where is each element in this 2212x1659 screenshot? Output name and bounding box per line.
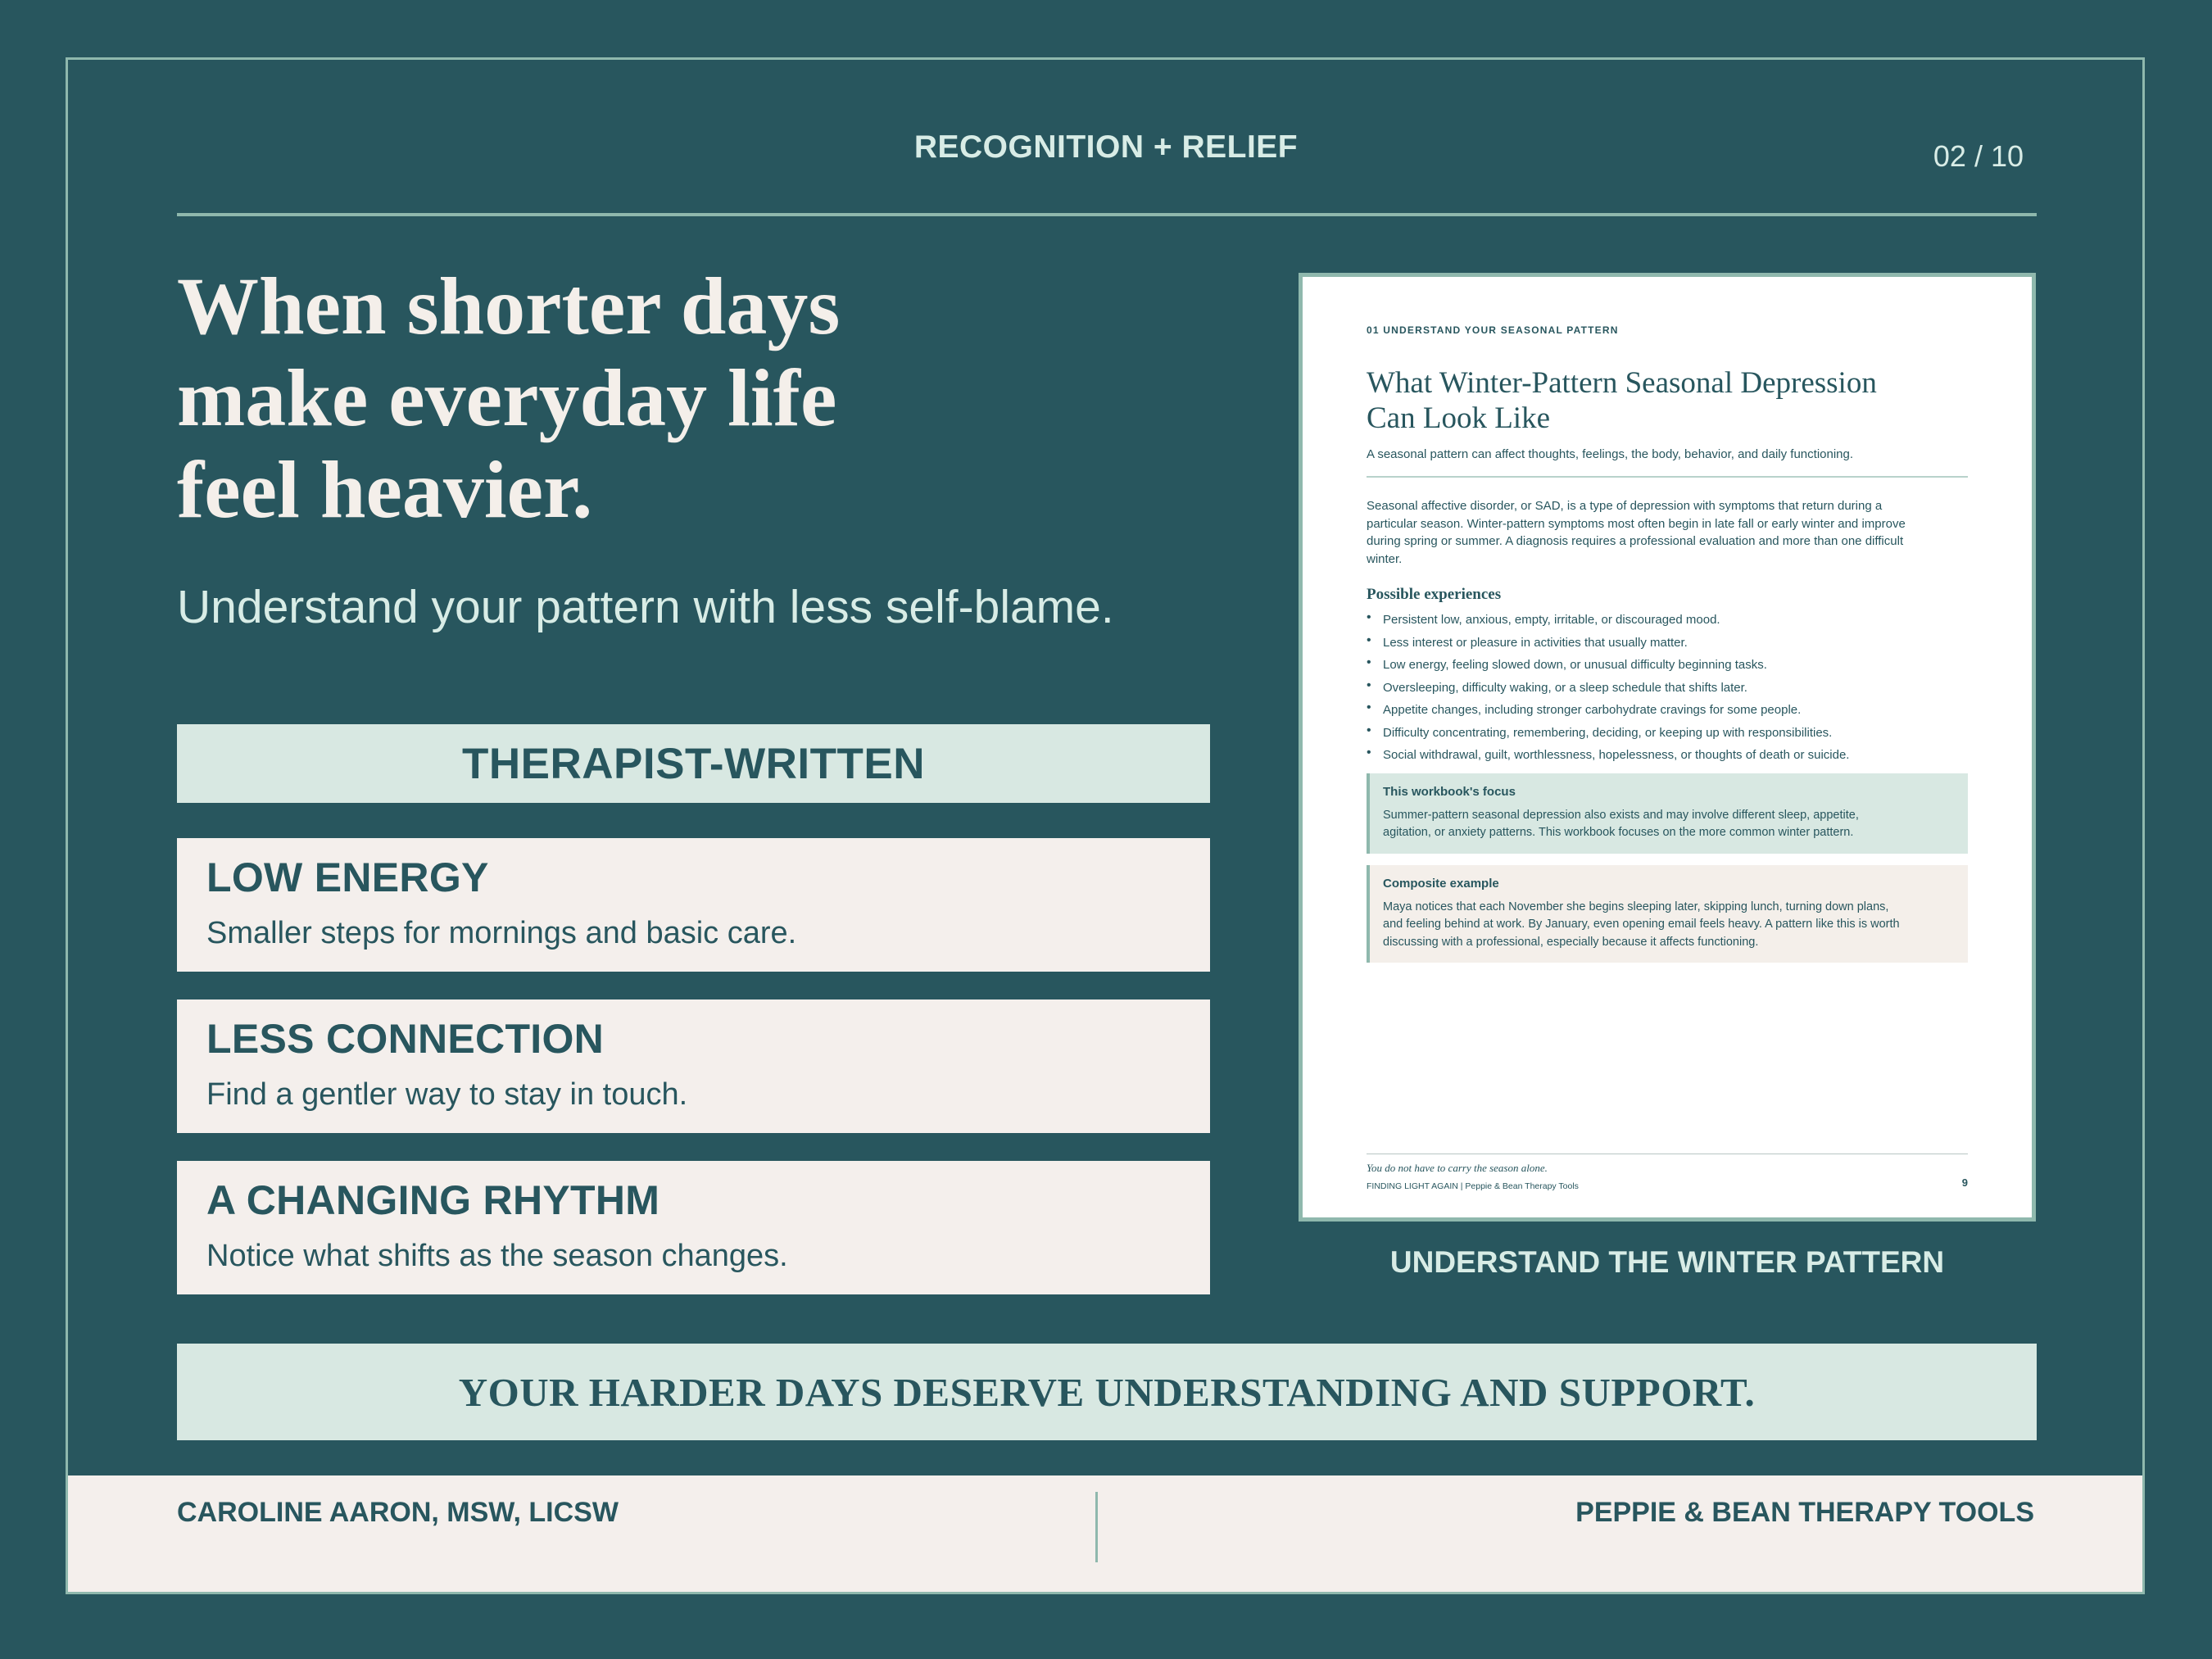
doc-title-line-1: What Winter-Pattern Seasonal Depression (1367, 366, 1877, 400)
feature-card-changing-rhythm (177, 1161, 1210, 1294)
feature-card-less-connection (177, 999, 1210, 1133)
doc-paragraph-line: Seasonal affective disorder, or SAD, is a type of depression with symptoms that return during a (1367, 499, 1883, 513)
card-text: Smaller steps for mornings and basic care. (206, 916, 797, 950)
footer-bar (68, 1475, 2142, 1592)
therapist-written-badge: THERAPIST-WRITTEN (177, 724, 1210, 803)
author-credit: CAROLINE AARON, MSW, LICSW (177, 1497, 619, 1528)
preview-caption: UNDERSTAND THE WINTER PATTERN (1389, 1245, 1945, 1279)
doc-lead: A seasonal pattern can affect thoughts, feelings, the body, behavior, and daily functioning. (1367, 447, 1854, 461)
list-item: • Low energy, feeling slowed down, or unusual difficulty beginning tasks. (1367, 654, 1968, 677)
callout-line: Summer-pattern seasonal depression also exists and may involve different sleep, appetite, (1383, 808, 1859, 822)
card-text: Notice what shifts as the season changes. (206, 1239, 788, 1273)
composite-example-callout (1367, 865, 1968, 963)
callout-line: and feeling behind at work. By January, even opening email feels heavy. A pattern like this is worth (1383, 918, 1900, 931)
doc-title (1367, 365, 1968, 436)
header-divider (177, 213, 2037, 216)
list-item: • Difficulty concentrating, remembering, deciding, or keeping up with responsibilities. (1367, 722, 1968, 745)
doc-footer-brand: FINDING LIGHT AGAIN | Peppie & Bean Therapy Tools (1367, 1181, 1579, 1191)
list-item: • Social withdrawal, guilt, worthlessness, hopelessness, or thoughts of death or suicide. (1367, 744, 1968, 767)
brand-name: PEPPIE & BEAN THERAPY TOOLS (1575, 1497, 2034, 1528)
workbook-focus-callout (1367, 773, 1968, 854)
callout-line: agitation, or anxiety patterns. This workbook focuses on the more common winter pattern. (1383, 826, 1854, 839)
feature-card-low-energy (177, 838, 1210, 972)
card-text: Find a gentler way to stay in touch. (206, 1077, 688, 1112)
list-item: • Persistent low, anxious, empty, irritable, or discouraged mood. (1367, 609, 1968, 632)
doc-footer-note: You do not have to carry the season alone. (1367, 1162, 1548, 1174)
doc-paragraph-line: during spring or summer. A diagnosis requires a professional evaluation and more than one difficult (1367, 534, 1904, 548)
callout-text (1383, 899, 1955, 952)
callout-title: This workbook's focus (1383, 784, 1516, 799)
callout-title: Composite example (1383, 876, 1499, 891)
card-title: A CHANGING RHYTHM (206, 1177, 660, 1223)
list-item: • Less interest or pleasure in activities that usually matter. (1367, 632, 1968, 655)
page-counter: 02 / 10 (1933, 139, 2024, 173)
footer-divider (1095, 1492, 1098, 1562)
doc-paragraph (1367, 497, 1968, 568)
callout-line: Maya notices that each November she begins sleeping later, skipping lunch, turning down plans, (1383, 900, 1889, 913)
headline-line-1: When shorter days (177, 261, 841, 351)
experiences-heading: Possible experiences (1367, 586, 1502, 603)
callout-text (1383, 807, 1955, 842)
list-item: • Appetite changes, including stronger carbohydrate cravings for some people. (1367, 699, 1968, 722)
workbook-page (1303, 277, 2032, 1217)
list-item: • Oversleeping, difficulty waking, or a sleep schedule that shifts later. (1367, 677, 1968, 700)
experiences-list (1367, 609, 1968, 767)
doc-paragraph-line: particular season. Winter-pattern symptoms most often begin in late fall or early winter and improve (1367, 516, 1906, 531)
headline-line-3: feel heavier. (177, 444, 593, 535)
headline (177, 261, 996, 536)
section-label: RECOGNITION + RELIEF (913, 129, 1299, 165)
doc-paragraph-line: winter. (1367, 551, 1403, 566)
doc-eyebrow: 01 UNDERSTAND YOUR SEASONAL PATTERN (1367, 324, 1619, 336)
workbook-page-preview (1299, 273, 2036, 1222)
support-banner: YOUR HARDER DAYS DESERVE UNDERSTANDING AND SUPPORT. (177, 1344, 2037, 1440)
card-title: LESS CONNECTION (206, 1016, 605, 1062)
doc-divider (1367, 476, 1968, 478)
doc-title-line-2: Can Look Like (1367, 401, 1551, 435)
card-title: LOW ENERGY (206, 854, 489, 900)
doc-page-number: 9 (1961, 1176, 1968, 1189)
headline-line-2: make everyday life (177, 352, 837, 443)
callout-line: discussing with a professional, especially because it affects functioning. (1383, 935, 1759, 949)
subheadline: Understand your pattern with less self-blame. (177, 581, 1114, 633)
